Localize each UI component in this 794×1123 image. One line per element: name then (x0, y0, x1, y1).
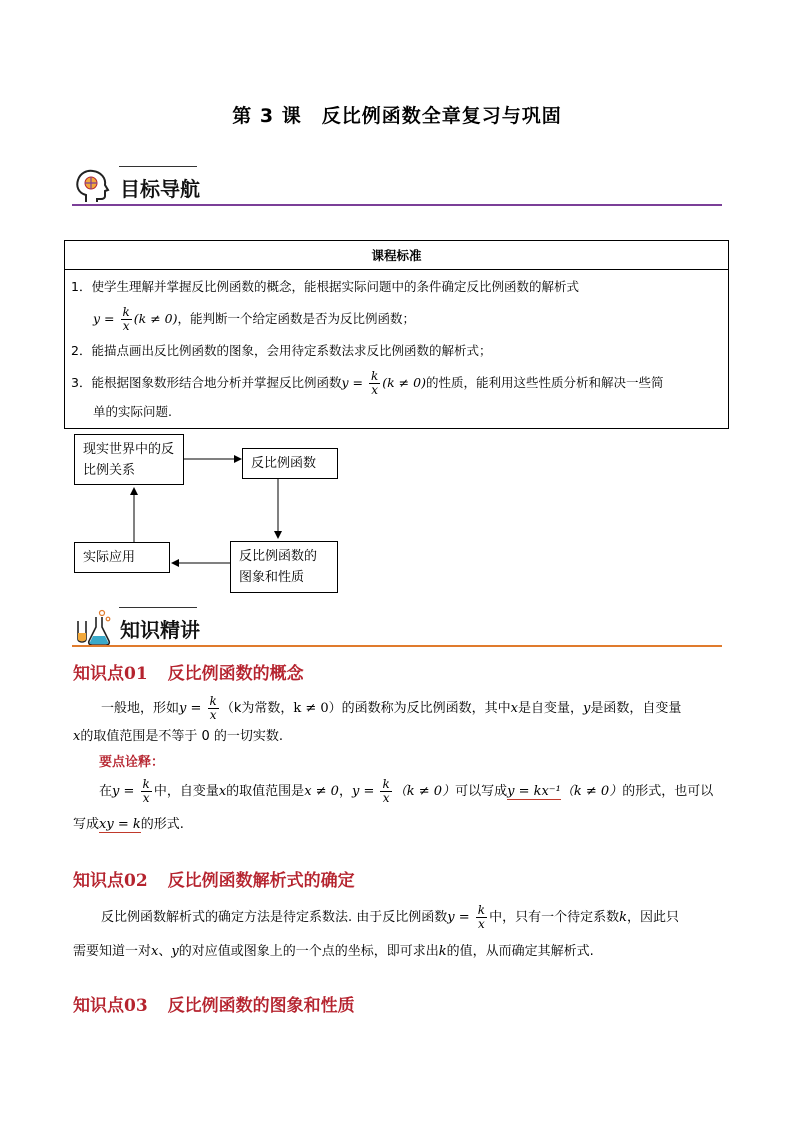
standard-item-1: 1．使学生理解并掌握反比例函数的概念，能根据实际问题中的条件确定反比例函数的解析式 (71, 279, 579, 294)
fraction-k-over-x: $\frac{k}{x}$ (122, 305, 130, 333)
standard-item-1-cont: y = $\frac{k}{x}$ (k ≠ 0)，能判断一个给定函数是否为反比例函数； (93, 305, 415, 333)
course-standards-table (64, 240, 729, 429)
knowledge-point-02-heading: 知识点02 反比例函数解析式的确定 (73, 871, 355, 891)
section-rule-top (119, 166, 197, 167)
section-knowledge-label: 知识精讲 (120, 618, 200, 642)
standard-item-3: 3．能根据图象数形结合地分析并掌握反比例函数y = $\frac{k}{x}$ (k ≠ 0)的性质，能利用这些性质分析和解决一些简 (71, 369, 664, 397)
standard-item-2: 2．能描点画出反比例函数的图象，会用待定系数法求反比例函数的解析式； (71, 343, 492, 358)
standards-content (65, 270, 729, 429)
flow-box-real-world: 现实世界中的反比例关系 (74, 434, 184, 485)
kp2-content: 反比例函数解析式的确定方法是待定系数法. 由于反比例函数y = $\frac{k}{x}$ 中，只有一个待定系数k，因此只 需要知道一对x、y的对应值或图象上的一个点的坐标，即可求出k的值，从而确定其解析式. (73, 903, 679, 959)
table-header: 课程标准 (65, 241, 729, 270)
section-goals-line (72, 204, 722, 206)
head-brain-icon (72, 168, 112, 206)
section-rule-top (119, 607, 197, 608)
flow-box-inverse-function: 反比例函数 (242, 448, 338, 479)
standard-item-3-cont: 单的实际问题. (93, 404, 172, 419)
knowledge-point-01-heading: 知识点01 反比例函数的概念 (73, 664, 304, 684)
kp1-definition: 一般地，形如y = $\frac{k}{x}$ （k为常数，k ≠ 0）的函数称为反比例函数，其中x是自变量，y是函数，自变量 x的取值范围是不等于 0 的一切实数. (73, 694, 682, 744)
flow-box-application: 实际应用 (74, 542, 170, 573)
note-label: 要点诠释： (99, 755, 165, 770)
lab-flask-icon (72, 609, 112, 647)
section-knowledge-line (72, 645, 722, 647)
flow-box-graph-properties: 反比例函数的图象和性质 (230, 541, 338, 593)
knowledge-point-03-heading: 知识点03 反比例函数的图象和性质 (73, 996, 355, 1016)
section-knowledge-header (72, 607, 722, 647)
kp1-note: 要点诠释： 在y = $\frac{k}{x}$ 中，自变量x的取值范围是x ≠ 0，y = $\frac{k}{x}$ （k ≠ 0）可以写成y = kx⁻¹（k ≠ 0）的形式，也可以 写成xy = k的形式. (73, 752, 723, 840)
section-goals-header (72, 166, 722, 206)
page-title: 第 3 课 反比例函数全章复习与巩固 (232, 105, 562, 127)
section-goals-label: 目标导航 (120, 177, 200, 201)
